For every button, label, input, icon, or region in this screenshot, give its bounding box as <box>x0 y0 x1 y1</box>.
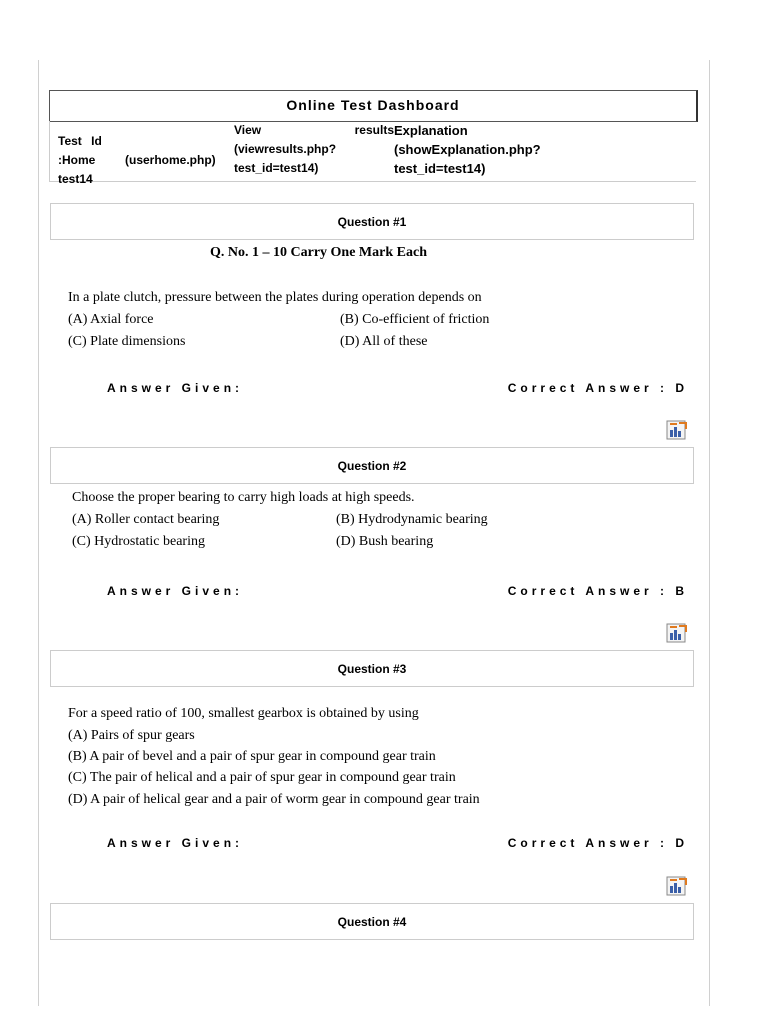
question-1-option-a: (A) Axial force <box>68 312 154 327</box>
page-left-border <box>38 60 39 1006</box>
test-id-cell <box>58 132 118 189</box>
question-3-option-c: (C) The pair of helical and a pair of spur gear in compound gear train <box>68 770 456 785</box>
test-id-value: test14 <box>58 172 93 186</box>
test-id-label: Test Id :Home <box>58 134 102 167</box>
question-1-answer-given: Answer Given: <box>107 381 244 395</box>
section-heading: Q. No. 1 – 10 Carry One Mark Each <box>210 245 427 260</box>
question-3-label: Question #3 <box>337 662 407 676</box>
results-label[interactable]: results <box>354 123 394 137</box>
question-2-option-c: (C) Hydrostatic bearing <box>72 534 205 549</box>
question-3-option-a: (A) Pairs of spur gears <box>68 728 195 743</box>
home-link-cell[interactable] <box>125 132 235 170</box>
question-2-option-b: (B) Hydrodynamic bearing <box>336 512 488 527</box>
question-3-answer-given: Answer Given: <box>107 836 244 850</box>
chart-report-icon[interactable] <box>666 622 688 644</box>
question-2-header <box>50 447 694 484</box>
question-3-text: For a speed ratio of 100, smallest gearbox is obtained by using <box>68 706 419 721</box>
question-4-label: Question #4 <box>337 915 407 929</box>
question-1-text: In a plate clutch, pressure between the plates during operation depends on <box>68 290 482 305</box>
explanation-link[interactable] <box>394 121 594 178</box>
explanation-label[interactable]: Explanation <box>394 123 468 138</box>
view-results-link[interactable] <box>234 121 394 178</box>
home-link[interactable]: (userhome.php) <box>125 153 216 167</box>
question-3-correct-answer: Correct Answer : D <box>507 836 688 850</box>
question-3-header <box>50 650 694 687</box>
dashboard-panel <box>49 90 697 186</box>
question-3-option-b: (B) A pair of bevel and a pair of spur gear in compound gear train <box>68 749 436 764</box>
question-2-correct-answer: Correct Answer : B <box>507 584 688 598</box>
chart-report-icon[interactable] <box>666 875 688 897</box>
question-2-label: Question #2 <box>337 459 407 473</box>
question-2-option-a: (A) Roller contact bearing <box>72 512 220 527</box>
question-1-header <box>50 203 694 240</box>
question-2-option-d: (D) Bush bearing <box>336 534 434 549</box>
question-1-option-c: (C) Plate dimensions <box>68 334 186 349</box>
question-2-answer-given: Answer Given: <box>107 584 244 598</box>
question-4-header <box>50 903 694 940</box>
dashboard-title: Online Test Dashboard <box>286 97 460 113</box>
question-3-option-d: (D) A pair of helical gear and a pair of worm gear in compound gear train <box>68 792 480 807</box>
dashboard-links-row <box>49 121 696 186</box>
explanation-query[interactable]: test_id=test14) <box>394 161 486 176</box>
page-right-border <box>709 60 710 1006</box>
explanation-url[interactable]: (showExplanation.php? <box>394 142 541 157</box>
view-results-query[interactable]: test_id=test14) <box>234 161 319 175</box>
view-results-url[interactable]: (viewresults.php? <box>234 142 337 156</box>
question-1-option-b: (B) Co-efficient of friction <box>340 312 490 327</box>
question-1-label: Question #1 <box>337 215 407 229</box>
view-label[interactable]: View <box>234 123 262 137</box>
question-1-option-d: (D) All of these <box>340 334 428 349</box>
chart-report-icon[interactable] <box>666 419 688 441</box>
question-2-text: Choose the proper bearing to carry high loads at high speeds. <box>72 490 415 505</box>
question-1-correct-answer: Correct Answer : D <box>507 381 688 395</box>
